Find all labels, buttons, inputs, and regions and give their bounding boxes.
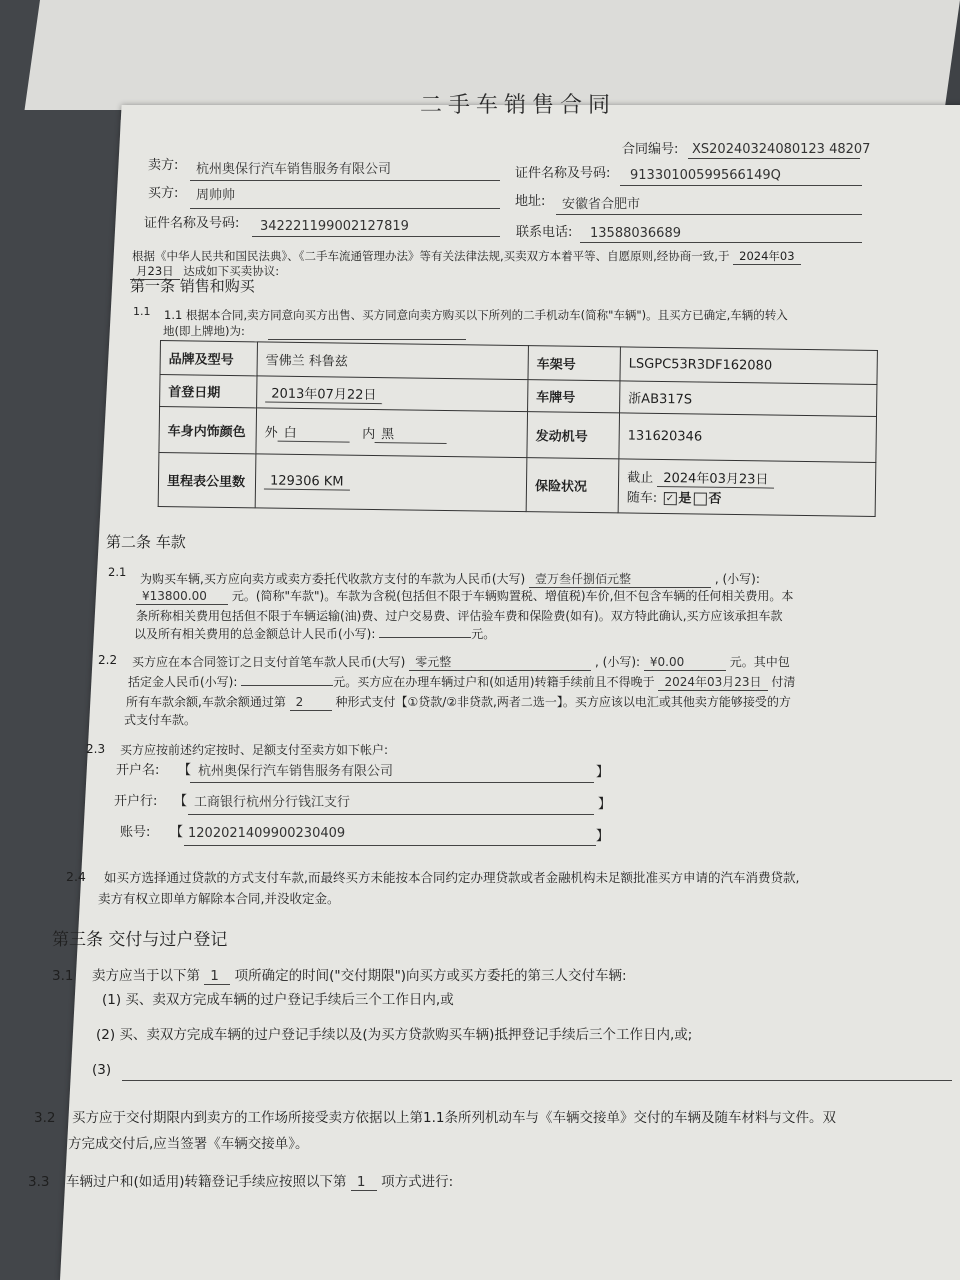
clause-2-2-line4: 式支付车款。 bbox=[124, 713, 197, 727]
clause-1-1-line2: 地(即上牌地)为: bbox=[163, 324, 245, 338]
insurance-label: 保险状况 bbox=[526, 458, 619, 513]
underline bbox=[620, 185, 862, 186]
clause-number: 1.1 bbox=[133, 305, 151, 318]
account-number: 1202021409900230409 bbox=[188, 826, 346, 841]
mileage-label: 里程表公里数 bbox=[158, 452, 256, 507]
plate-label: 车牌号 bbox=[528, 380, 620, 413]
brand-value: 雪佛兰 科鲁兹 bbox=[257, 342, 528, 380]
buyer-id: 342221199002127819 bbox=[260, 219, 409, 234]
clause-3-2: 买方应于交付期限内到卖方的工作场所接受卖方依据以上第1.1条所列机动车与《车辆交接单》交付的车辆及随车材料与文件。双 bbox=[72, 1110, 836, 1126]
yes-checkbox[interactable]: ✓ bbox=[663, 492, 676, 505]
clause-3-2-line2: 方完成交付后,应当签署《车辆交接单》。 bbox=[68, 1136, 309, 1152]
buyer-address: 安徽省合肥市 bbox=[562, 197, 641, 212]
clause-2-2-line2: 括定金人民币(小写): 元。买方应在办理车辆过户和(如适用)转籍手续前且不得晚于 2024年03月23日 付清 bbox=[128, 675, 796, 689]
insurance-value: 截止 2024年03月23日 随车: ✓ 是 否 bbox=[618, 459, 876, 517]
bracket-left: 【 bbox=[178, 763, 192, 778]
bracket-left: 【 bbox=[170, 825, 184, 840]
clause-number: 2.2 bbox=[98, 653, 118, 667]
vehicle-info-table bbox=[158, 340, 878, 517]
clause-1-1: 1.1 根据本合同,卖方同意向买方出售、买方同意向卖方购买以下所列的二手机动车(简称"车辆")。且买方已确定,车辆的转入 bbox=[164, 308, 788, 322]
clause-number: 3.3 bbox=[28, 1174, 50, 1190]
bank-label: 开户行: bbox=[114, 794, 158, 809]
clause-3-1: 卖方应当于以下第 1 项所确定的时间("交付期限")向买方或买方委托的第三人交付车辆: bbox=[92, 968, 627, 984]
underline bbox=[190, 208, 500, 209]
account-name: 杭州奥保行汽车销售服务有限公司 bbox=[198, 764, 394, 779]
vin-value: LSGPC53R3DF162080 bbox=[620, 347, 877, 385]
brand-label: 品牌及型号 bbox=[160, 341, 257, 376]
clause-2-1-line2: ¥13800.00 元。(简称"车款")。车款为含税(包括但不限于车辆购置税、增值税)车价,但不包含车辆的任何相关费用。本 bbox=[136, 588, 793, 605]
clause-number: 2.4 bbox=[66, 869, 86, 884]
address-label: 地址: bbox=[515, 194, 546, 209]
seller-name: 杭州奥保行汽车销售服务有限公司 bbox=[196, 162, 392, 177]
bracket-right: 】 bbox=[596, 765, 610, 780]
buyer-name: 周帅帅 bbox=[196, 188, 236, 203]
underline bbox=[122, 1080, 952, 1081]
clause-3-1-option-3: (3) bbox=[92, 1062, 112, 1078]
bracket-right: 】 bbox=[598, 797, 612, 812]
underline bbox=[580, 242, 862, 243]
no-checkbox[interactable] bbox=[693, 492, 706, 505]
contract-no-label: 合同编号: bbox=[622, 142, 679, 157]
preamble: 根据《中华人民共和国民法典》、《二手车流通管理办法》等有关法律法规,买卖双方本着平等、自愿原则,经协商一致,于 2024年03 bbox=[132, 248, 801, 265]
contract-no: XS20240324080123 48207 bbox=[692, 142, 871, 157]
engine-value: 131620346 bbox=[619, 413, 877, 463]
clause-2-1-line4: 以及所有相关费用的总金额总计人民币(小写): 元。 bbox=[134, 627, 496, 641]
color-value: 外 白 内 黑 bbox=[256, 408, 528, 458]
preamble-line2: 月23日 达成如下买卖协议: bbox=[130, 263, 279, 280]
clause-number: 3.2 bbox=[34, 1110, 56, 1126]
reg-date-label: 首登日期 bbox=[160, 375, 257, 408]
clause-2-3: 买方应按前述约定按时、足额支付至卖方如下帐户: bbox=[120, 743, 389, 757]
article-3-title: 第三条 交付与过户登记 bbox=[52, 930, 228, 950]
article-1-title: 第一条 销售和购买 bbox=[130, 277, 255, 295]
vin-label: 车架号 bbox=[528, 346, 620, 381]
phone-label: 联系电话: bbox=[516, 225, 573, 240]
clause-number: 2.3 bbox=[86, 742, 106, 756]
bank-name: 工商银行杭州分行钱江支行 bbox=[194, 795, 351, 810]
underline bbox=[688, 158, 860, 159]
engine-label: 发动机号 bbox=[527, 412, 620, 459]
clause-2-4-line2: 卖方有权立即单方解除本合同,并没收定金。 bbox=[98, 891, 340, 906]
underline bbox=[188, 814, 594, 815]
seller-id-label: 证件名称及号码: bbox=[515, 166, 611, 181]
plate-value: 浙AB317S bbox=[620, 381, 877, 417]
seller-label: 卖方: bbox=[148, 158, 179, 173]
buyer-label: 买方: bbox=[148, 186, 179, 201]
color-label: 车身内饰颜色 bbox=[159, 407, 257, 454]
underline bbox=[190, 782, 594, 783]
clause-2-2-line3: 所有车款余额,车款余额通过第 2 种形式支付【①贷款/②非贷款,两者二选一】。买方应该以电汇或其他卖方能够接受的方 bbox=[126, 695, 791, 709]
bracket-right: 】 bbox=[596, 829, 610, 844]
clause-2-1: 为购买车辆,买方应向卖方或卖方委托代收款方支付的车款为人民币(大写) 壹万叁仟捌佰元整 , (小写): bbox=[140, 572, 760, 586]
bracket-left: 【 bbox=[174, 794, 188, 809]
buyer-id-label: 证件名称及号码: bbox=[144, 216, 240, 231]
clause-number: 2.1 bbox=[108, 565, 127, 579]
article-2-title: 第二条 车款 bbox=[106, 533, 186, 551]
account-name-label: 开户名: bbox=[116, 763, 160, 778]
mileage-value: 129306 KM bbox=[255, 454, 527, 512]
clause-2-4: 如买方选择通过贷款的方式支付车款,而最终买方未能按本合同约定办理贷款或者金融机构未足额批准买方申请的汽车消费贷款, bbox=[104, 870, 800, 885]
buyer-phone: 13588036689 bbox=[590, 226, 681, 241]
account-no-label: 账号: bbox=[120, 825, 151, 840]
underline bbox=[268, 339, 466, 340]
clause-2-2: 买方应在本合同签订之日支付首笔车款人民币(大写) 零元整 , (小写): ¥0.00 元。其中包 bbox=[132, 655, 790, 669]
seller-id: 91330100599566149Q bbox=[630, 168, 781, 183]
underline bbox=[190, 180, 500, 181]
clause-2-1-line3: 条所称相关费用包括但不限于车辆运输(油)费、过户交易费、评估验车费和保险费(如有)。双方特此确认,买方应该承担车款 bbox=[136, 609, 783, 623]
clause-3-1-option-2: (2) 买、卖双方完成车辆的过户登记手续以及(为买方贷款购买车辆)抵押登记手续后三个工作日内,或; bbox=[96, 1027, 693, 1043]
underline bbox=[556, 214, 862, 215]
clause-number: 3.1 bbox=[52, 968, 74, 984]
clause-3-3: 车辆过户和(如适用)转籍登记手续应按照以下第 1 项方式进行: bbox=[66, 1174, 454, 1190]
clause-3-1-option-1: (1) 买、卖双方完成车辆的过户登记手续后三个工作日内,或 bbox=[102, 992, 454, 1008]
underline bbox=[252, 236, 500, 237]
contract-title: 二手车销售合同 bbox=[420, 93, 617, 118]
underline bbox=[184, 845, 596, 846]
reg-date-value: 2013年07月22日 bbox=[257, 376, 528, 412]
